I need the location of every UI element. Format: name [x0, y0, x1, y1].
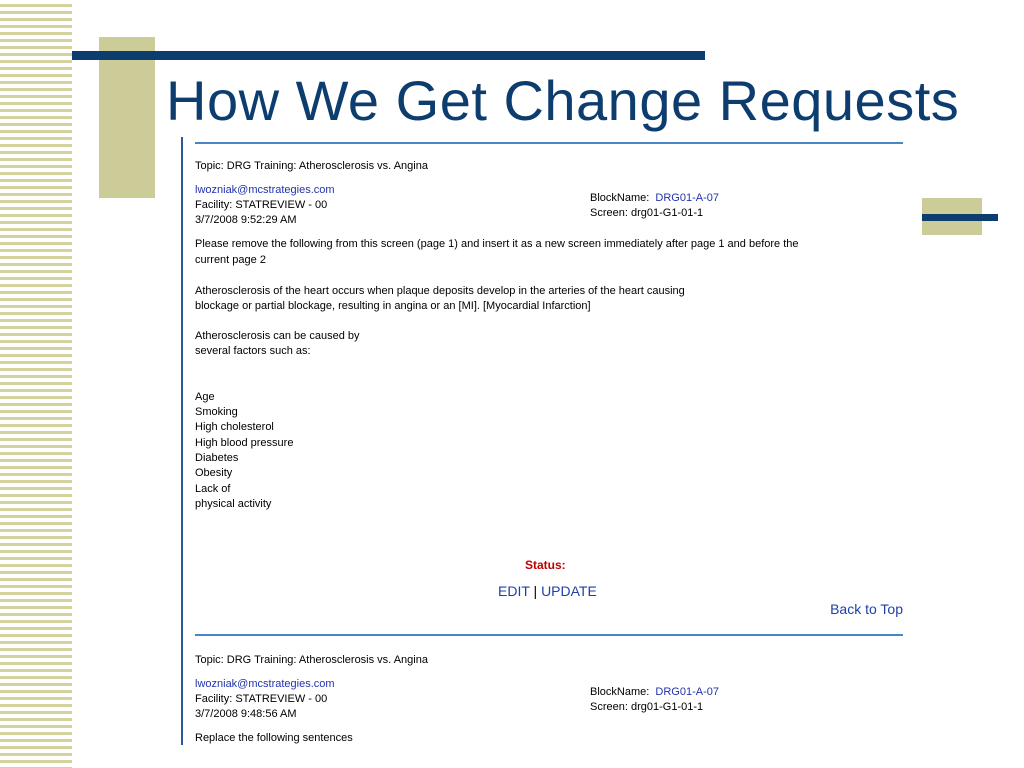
entry-screen: Screen: drg01-G1-01-1 — [590, 701, 704, 713]
entry-screen: Screen: drg01-G1-01-1 — [590, 207, 704, 219]
blockname-label: BlockName: — [590, 686, 650, 698]
status-label: Status: — [525, 558, 566, 572]
right-accent-bar — [922, 214, 998, 221]
left-stripe-decoration — [0, 0, 72, 768]
olive-accent-block — [99, 37, 155, 198]
link-separator: | — [529, 583, 542, 599]
entry-blockname — [590, 191, 719, 205]
body-line: Atherosclerosis can be caused by — [195, 330, 360, 342]
slide-title: How We Get Change Requests — [166, 69, 960, 132]
list-item: High blood pressure — [195, 437, 294, 449]
body-line: Atherosclerosis of the heart occurs when plaque deposits develop in the arteries of the heart causing — [195, 285, 685, 297]
edit-update-links — [498, 583, 597, 599]
body-line: blockage or partial blockage, resulting in angina or an [MI]. [Myocardial Infarction] — [195, 300, 591, 312]
body-line: Replace the following sentences — [195, 732, 353, 744]
blockname-label: BlockName: — [590, 192, 650, 204]
list-item: Diabetes — [195, 452, 239, 464]
list-item: Lack of — [195, 483, 231, 495]
list-item: Smoking — [195, 406, 238, 418]
blockname-value: DRG01-A-07 — [655, 192, 719, 204]
title-accent-bar — [72, 51, 705, 60]
entry-email-link[interactable]: lwozniak@mcstrategies.com — [195, 678, 335, 690]
entry-email-link[interactable]: lwozniak@mcstrategies.com — [195, 184, 335, 196]
list-item: High cholesterol — [195, 421, 274, 433]
divider — [195, 634, 903, 636]
entry-topic: Topic: DRG Training: Atherosclerosis vs. Angina — [195, 160, 428, 172]
list-item: Age — [195, 391, 215, 403]
back-to-top-link[interactable]: Back to Top — [830, 601, 903, 617]
entry-topic: Topic: DRG Training: Atherosclerosis vs. Angina — [195, 654, 428, 666]
edit-link[interactable]: EDIT — [498, 583, 530, 599]
entry-datetime: 3/7/2008 9:52:29 AM — [195, 214, 297, 226]
body-line: several factors such as: — [195, 345, 311, 357]
entry-blockname — [590, 685, 719, 699]
entry-datetime: 3/7/2008 9:48:56 AM — [195, 708, 297, 720]
entry-facility: Facility: STATREVIEW - 00 — [195, 693, 328, 705]
list-item: physical activity — [195, 498, 272, 510]
body-line: current page 2 — [195, 254, 266, 266]
entry-facility: Facility: STATREVIEW - 00 — [195, 199, 328, 211]
blockname-value: DRG01-A-07 — [655, 686, 719, 698]
change-request-screenshot — [181, 137, 911, 745]
divider — [195, 142, 903, 144]
body-line: Please remove the following from this screen (page 1) and insert it as a new screen immediately after page 1 and before the — [195, 238, 799, 250]
list-item: Obesity — [195, 467, 233, 479]
update-link[interactable]: UPDATE — [541, 583, 597, 599]
